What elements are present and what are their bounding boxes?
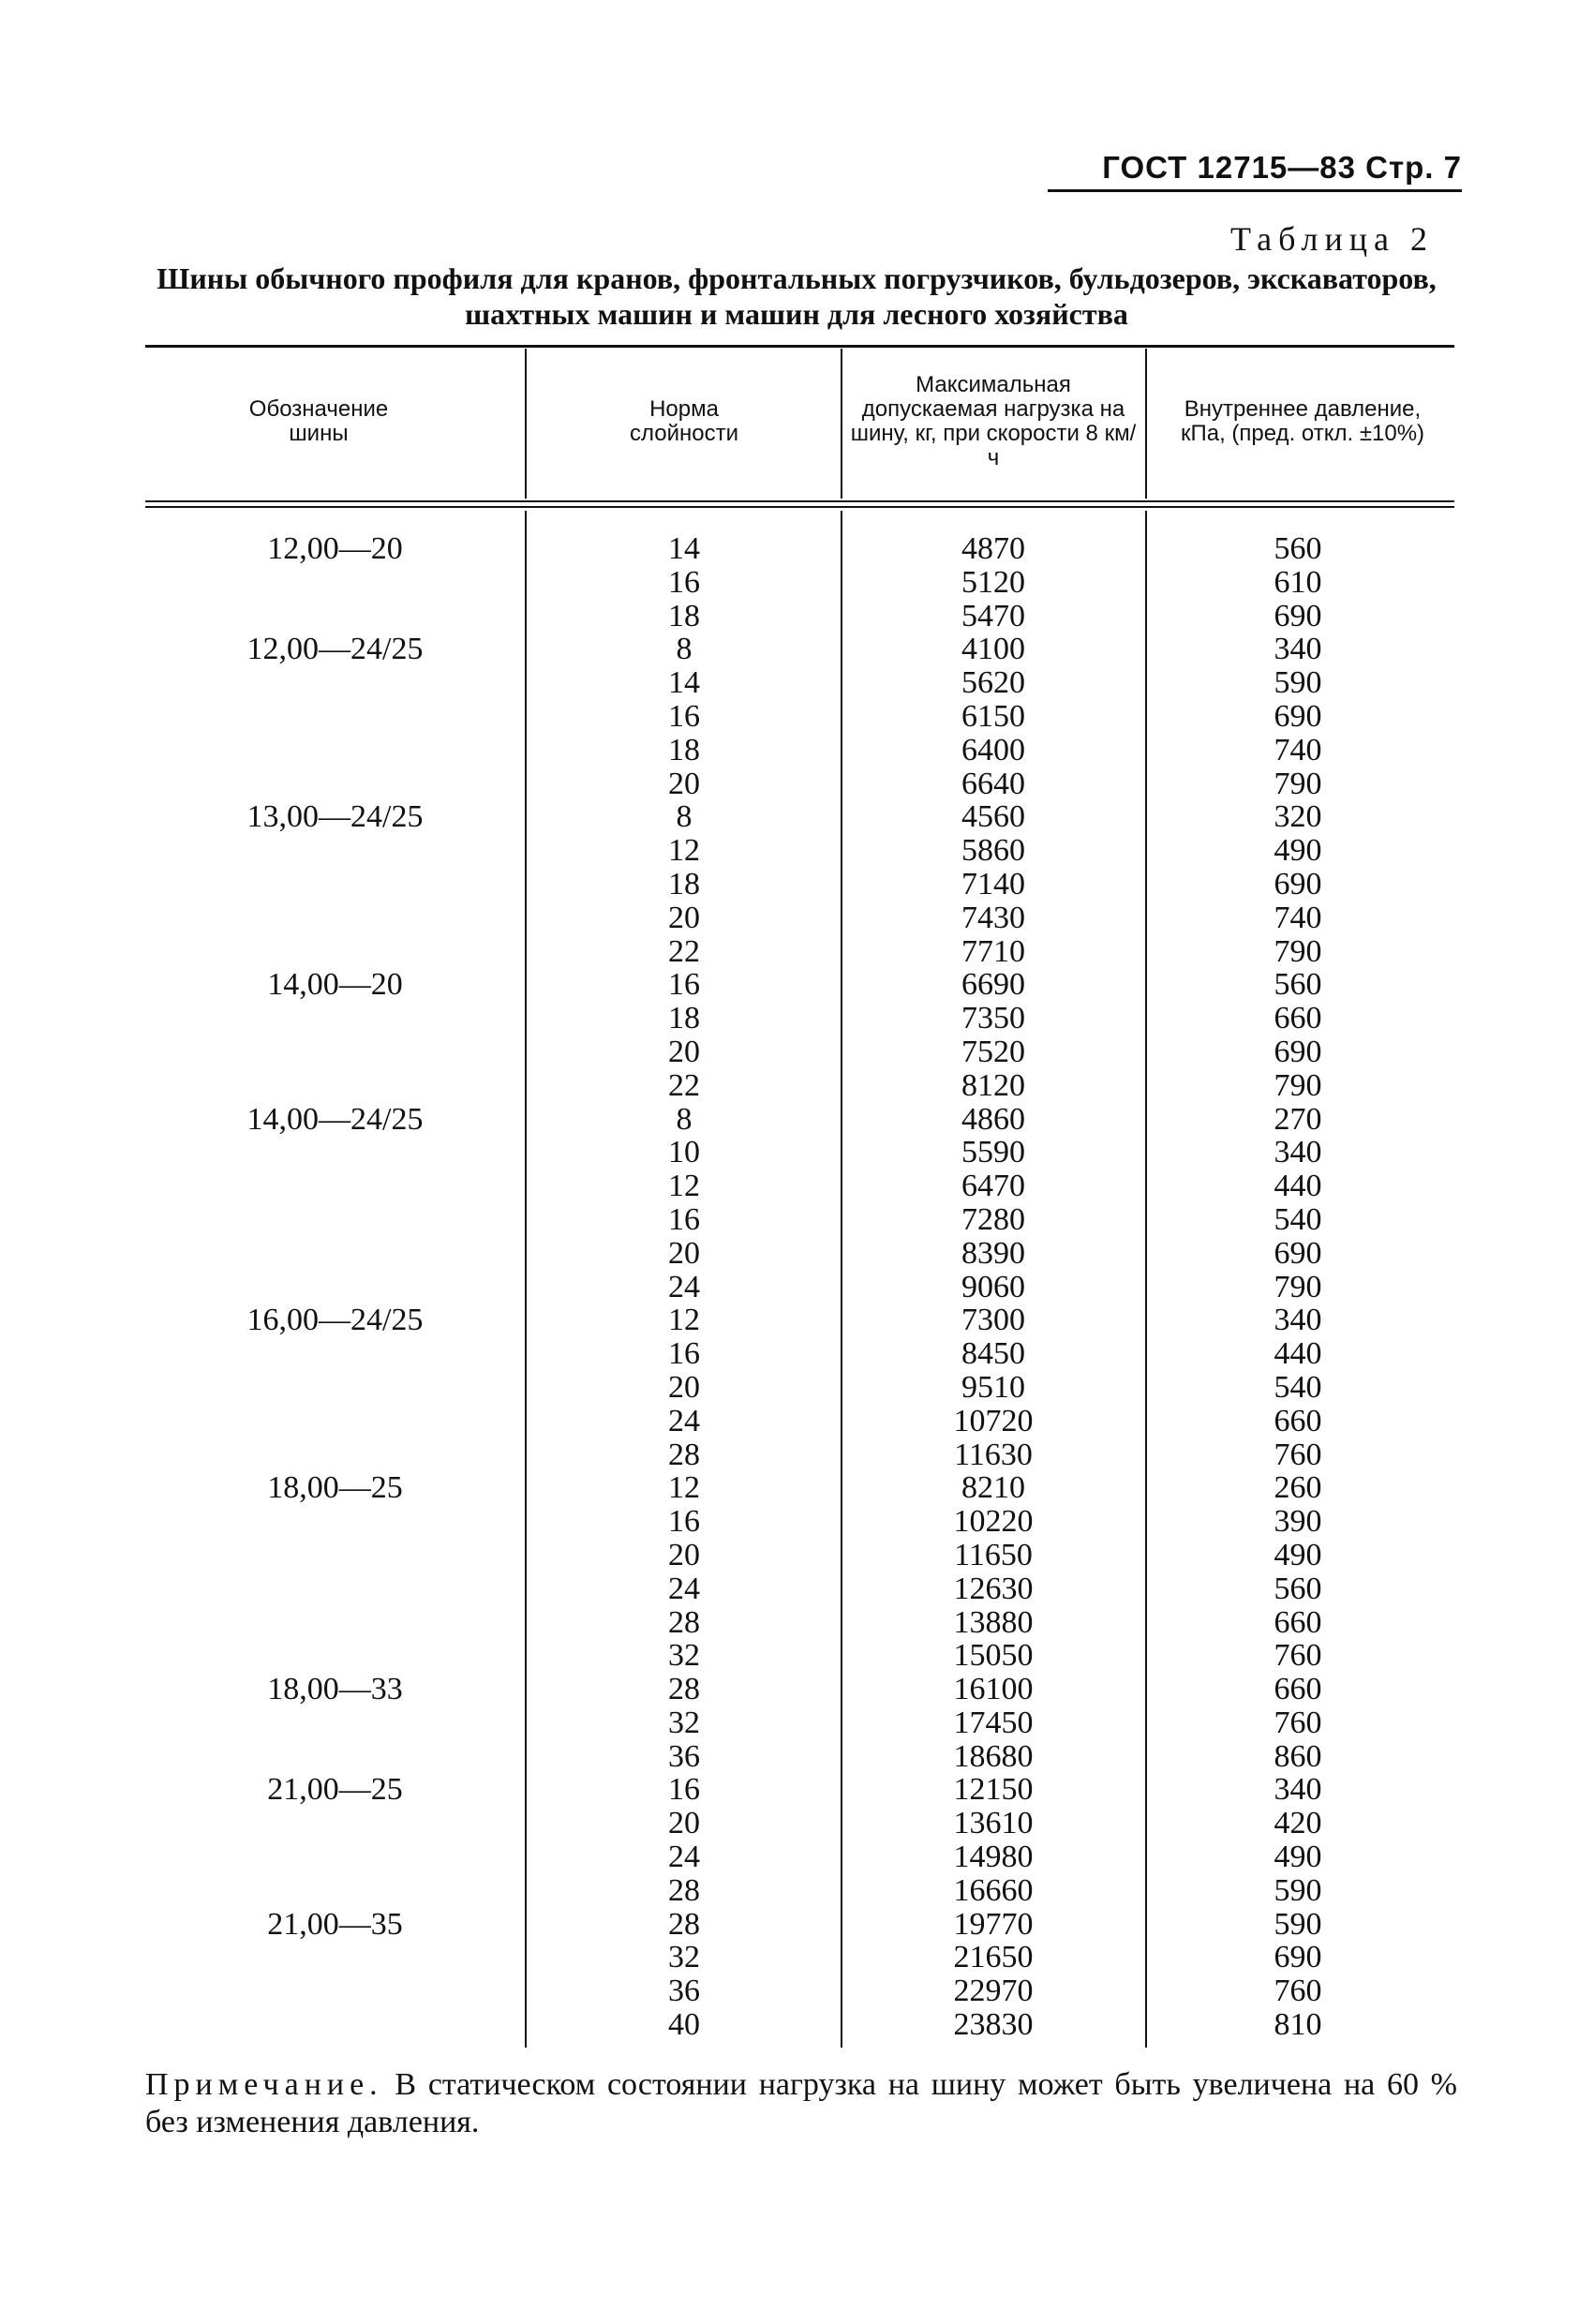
max-load-cell: 9060 bbox=[961, 1269, 1025, 1304]
pressure-cell: 790 bbox=[1274, 933, 1322, 969]
max-load-cell: 4860 bbox=[961, 1101, 1025, 1137]
ply-rating-cell: 16 bbox=[668, 1201, 700, 1237]
pressure-cell: 560 bbox=[1274, 967, 1322, 1003]
tire-size-cell: 16,00—24/25 bbox=[246, 1303, 424, 1338]
max-load-cell: 15050 bbox=[953, 1638, 1034, 1674]
max-load-cell: 12150 bbox=[953, 1772, 1034, 1808]
pressure-cell: 690 bbox=[1274, 866, 1322, 901]
note-label: Примечание. bbox=[145, 2067, 383, 2102]
table-row bbox=[145, 1874, 1454, 1908]
table-row bbox=[145, 1405, 1454, 1438]
ply-rating-cell: 28 bbox=[668, 1437, 700, 1472]
pressure-cell: 760 bbox=[1274, 1638, 1322, 1674]
table-row bbox=[145, 1371, 1454, 1405]
table-row bbox=[145, 901, 1454, 935]
max-load-cell: 7140 bbox=[961, 866, 1025, 901]
table-row bbox=[145, 600, 1454, 633]
pressure-cell: 790 bbox=[1274, 1067, 1322, 1103]
table-row bbox=[145, 532, 1454, 566]
pressure-cell: 590 bbox=[1274, 1906, 1322, 1942]
ply-rating-cell: 20 bbox=[668, 1034, 700, 1069]
pressure-cell: 790 bbox=[1274, 1269, 1322, 1304]
table-label: Таблица 2 bbox=[1230, 220, 1434, 258]
table-row bbox=[145, 1505, 1454, 1539]
pressure-cell: 340 bbox=[1274, 1772, 1322, 1808]
max-load-cell: 11650 bbox=[954, 1537, 1033, 1572]
header-bottom-rule-1 bbox=[145, 500, 1454, 502]
pressure-cell: 490 bbox=[1274, 1840, 1322, 1875]
column-header-pressure: Внутреннее давление, кПа, (пред. откл. ±10%) bbox=[1180, 396, 1425, 446]
table-row bbox=[145, 1337, 1454, 1371]
header-rule bbox=[1048, 189, 1462, 192]
table-row bbox=[145, 800, 1454, 834]
table-row bbox=[145, 1572, 1454, 1606]
tire-size-cell: 14,00—20 bbox=[267, 967, 403, 1003]
column-header-size: Обозначение шины bbox=[248, 396, 389, 446]
ply-rating-cell: 18 bbox=[668, 866, 700, 901]
table-row bbox=[145, 1069, 1454, 1103]
pressure-cell: 690 bbox=[1274, 698, 1322, 734]
note-text: В статическом состоянии нагрузка на шину может быть увеличена на 60 % без изменения давления. bbox=[145, 2067, 1458, 2139]
max-load-cell: 6150 bbox=[961, 698, 1025, 734]
max-load-cell: 4560 bbox=[961, 799, 1025, 835]
pressure-cell: 260 bbox=[1274, 1470, 1322, 1506]
ply-rating-cell: 20 bbox=[668, 766, 700, 801]
header-bottom-rule-2 bbox=[145, 506, 1454, 508]
table-row bbox=[145, 1035, 1454, 1069]
table-row bbox=[145, 1203, 1454, 1237]
ply-rating-cell: 20 bbox=[668, 1537, 700, 1572]
pressure-cell: 610 bbox=[1274, 564, 1322, 600]
ply-rating-cell: 18 bbox=[668, 732, 700, 767]
ply-rating-cell: 22 bbox=[668, 1067, 700, 1103]
max-load-cell: 23830 bbox=[953, 2007, 1034, 2043]
ply-rating-cell: 16 bbox=[668, 698, 700, 734]
max-load-cell: 6690 bbox=[961, 967, 1025, 1003]
max-load-cell: 6640 bbox=[961, 766, 1025, 801]
column-header-load: Максимальная допускаемая нагрузка на шину, кг, при скорости 8 км/ч bbox=[850, 372, 1137, 470]
table-title: Шины обычного профиля для кранов, фронтальных погрузчиков, бульдозеров, экскаваторов, шахтных машин и машин для лесного хозяйства bbox=[156, 261, 1437, 331]
max-load-cell: 10220 bbox=[953, 1504, 1034, 1540]
max-load-cell: 19770 bbox=[953, 1906, 1034, 1942]
pressure-cell: 590 bbox=[1274, 665, 1322, 701]
max-load-cell: 18680 bbox=[953, 1738, 1034, 1774]
ply-rating-cell: 16 bbox=[668, 1504, 700, 1540]
pressure-cell: 740 bbox=[1274, 732, 1322, 767]
ply-rating-cell: 32 bbox=[668, 1638, 700, 1674]
pressure-cell: 320 bbox=[1274, 799, 1322, 835]
table-row bbox=[145, 935, 1454, 969]
pressure-cell: 270 bbox=[1274, 1101, 1322, 1137]
pressure-cell: 790 bbox=[1274, 766, 1322, 801]
pressure-cell: 690 bbox=[1274, 598, 1322, 633]
column-divider-1 bbox=[525, 349, 527, 499]
max-load-cell: 6400 bbox=[961, 732, 1025, 767]
pressure-cell: 540 bbox=[1274, 1201, 1322, 1237]
table-top-rule bbox=[145, 345, 1454, 348]
ply-rating-cell: 20 bbox=[668, 900, 700, 935]
table-row bbox=[145, 1974, 1454, 2008]
ply-rating-cell: 14 bbox=[668, 665, 700, 701]
ply-rating-cell: 24 bbox=[668, 1269, 700, 1304]
table-row bbox=[145, 1639, 1454, 1673]
pressure-cell: 690 bbox=[1274, 1235, 1322, 1271]
max-load-cell: 8120 bbox=[961, 1067, 1025, 1103]
pressure-cell: 810 bbox=[1274, 2007, 1322, 2043]
table-row bbox=[145, 1673, 1454, 1706]
max-load-cell: 11630 bbox=[954, 1437, 1033, 1472]
ply-rating-cell: 32 bbox=[668, 1705, 700, 1740]
pressure-cell: 440 bbox=[1274, 1169, 1322, 1204]
pressure-cell: 340 bbox=[1274, 632, 1322, 667]
ply-rating-cell: 36 bbox=[668, 1974, 700, 2009]
ply-rating-cell: 36 bbox=[668, 1738, 700, 1774]
pressure-cell: 660 bbox=[1274, 1672, 1322, 1707]
table-row bbox=[145, 1304, 1454, 1337]
max-load-cell: 14980 bbox=[953, 1840, 1034, 1875]
table-row bbox=[145, 1237, 1454, 1271]
pressure-cell: 760 bbox=[1274, 1705, 1322, 1740]
ply-rating-cell: 8 bbox=[676, 799, 693, 835]
ply-rating-cell: 12 bbox=[668, 1303, 700, 1338]
tire-size-cell: 12,00—24/25 bbox=[246, 632, 424, 667]
tire-size-cell: 18,00—33 bbox=[267, 1672, 403, 1707]
table-row bbox=[145, 1136, 1454, 1169]
table-row bbox=[145, 767, 1454, 801]
ply-rating-cell: 22 bbox=[668, 933, 700, 969]
max-load-cell: 5470 bbox=[961, 598, 1025, 633]
max-load-cell: 5620 bbox=[961, 665, 1025, 701]
table-row bbox=[145, 666, 1454, 700]
ply-rating-cell: 10 bbox=[668, 1135, 700, 1170]
table-row bbox=[145, 1002, 1454, 1035]
max-load-cell: 8390 bbox=[961, 1235, 1025, 1271]
ply-rating-cell: 16 bbox=[668, 1336, 700, 1372]
tire-size-cell: 21,00—25 bbox=[267, 1772, 403, 1808]
pressure-cell: 560 bbox=[1274, 531, 1322, 566]
column-divider-3 bbox=[1145, 349, 1147, 499]
pressure-cell: 340 bbox=[1274, 1303, 1322, 1338]
max-load-cell: 7280 bbox=[961, 1201, 1025, 1237]
table-row bbox=[145, 1941, 1454, 1974]
max-load-cell: 8210 bbox=[961, 1470, 1025, 1506]
ply-rating-cell: 14 bbox=[668, 531, 700, 566]
column-header-ply: Норма слойности bbox=[629, 396, 739, 446]
ply-rating-cell: 28 bbox=[668, 1872, 700, 1908]
ply-rating-cell: 28 bbox=[668, 1906, 700, 1942]
table-row bbox=[145, 1169, 1454, 1203]
table-row bbox=[145, 1471, 1454, 1505]
page-header: ГОСТ 12715—83 Стр. 7 bbox=[1102, 150, 1462, 185]
pressure-cell: 490 bbox=[1274, 833, 1322, 869]
max-load-cell: 5860 bbox=[961, 833, 1025, 869]
ply-rating-cell: 12 bbox=[668, 833, 700, 869]
table-row bbox=[145, 1606, 1454, 1640]
ply-rating-cell: 24 bbox=[668, 1571, 700, 1606]
max-load-cell: 4100 bbox=[961, 632, 1025, 667]
ply-rating-cell: 32 bbox=[668, 1940, 700, 1975]
pressure-cell: 660 bbox=[1274, 1403, 1322, 1438]
table-row bbox=[145, 1740, 1454, 1774]
max-load-cell: 5120 bbox=[961, 564, 1025, 600]
pressure-cell: 860 bbox=[1274, 1738, 1322, 1774]
max-load-cell: 8450 bbox=[961, 1336, 1025, 1372]
pressure-cell: 440 bbox=[1274, 1336, 1322, 1372]
pressure-cell: 740 bbox=[1274, 900, 1322, 935]
max-load-cell: 7300 bbox=[961, 1303, 1025, 1338]
ply-rating-cell: 16 bbox=[668, 564, 700, 600]
ply-rating-cell: 16 bbox=[668, 967, 700, 1003]
table-row bbox=[145, 834, 1454, 868]
max-load-cell: 5590 bbox=[961, 1135, 1025, 1170]
ply-rating-cell: 28 bbox=[668, 1672, 700, 1707]
pressure-cell: 660 bbox=[1274, 1604, 1322, 1640]
pressure-cell: 390 bbox=[1274, 1504, 1322, 1540]
ply-rating-cell: 20 bbox=[668, 1806, 700, 1841]
pressure-cell: 690 bbox=[1274, 1034, 1322, 1069]
pressure-cell: 560 bbox=[1274, 1571, 1322, 1606]
max-load-cell: 9510 bbox=[961, 1369, 1025, 1405]
column-divider-2 bbox=[841, 349, 842, 499]
pressure-cell: 690 bbox=[1274, 1940, 1322, 1975]
pressure-cell: 340 bbox=[1274, 1135, 1322, 1170]
table-row bbox=[145, 1706, 1454, 1740]
max-load-cell: 21650 bbox=[953, 1940, 1034, 1975]
table-row bbox=[145, 868, 1454, 901]
table-row bbox=[145, 700, 1454, 734]
ply-rating-cell: 16 bbox=[668, 1772, 700, 1808]
table-row bbox=[145, 968, 1454, 1002]
tire-size-cell: 13,00—24/25 bbox=[246, 799, 424, 835]
table-row bbox=[145, 1840, 1454, 1874]
max-load-cell: 10720 bbox=[953, 1403, 1034, 1438]
max-load-cell: 17450 bbox=[953, 1705, 1034, 1740]
pressure-cell: 760 bbox=[1274, 1437, 1322, 1472]
pressure-cell: 540 bbox=[1274, 1369, 1322, 1405]
table-row bbox=[145, 633, 1454, 666]
table-row bbox=[145, 566, 1454, 600]
table-row bbox=[145, 1807, 1454, 1840]
table-row bbox=[145, 1908, 1454, 1942]
max-load-cell: 7350 bbox=[961, 1001, 1025, 1036]
ply-rating-cell: 20 bbox=[668, 1369, 700, 1405]
table-row bbox=[145, 1438, 1454, 1472]
ply-rating-cell: 12 bbox=[668, 1470, 700, 1506]
table-row bbox=[145, 1103, 1454, 1137]
max-load-cell: 7430 bbox=[961, 900, 1025, 935]
max-load-cell: 6470 bbox=[961, 1169, 1025, 1204]
ply-rating-cell: 24 bbox=[668, 1840, 700, 1875]
tire-size-cell: 12,00—20 bbox=[267, 531, 403, 566]
max-load-cell: 4870 bbox=[961, 531, 1025, 566]
ply-rating-cell: 28 bbox=[668, 1604, 700, 1640]
table-note bbox=[145, 2066, 1457, 2141]
pressure-cell: 660 bbox=[1274, 1001, 1322, 1036]
table-row bbox=[145, 2008, 1454, 2042]
max-load-cell: 7520 bbox=[961, 1034, 1025, 1069]
pressure-cell: 760 bbox=[1274, 1974, 1322, 2009]
table-row bbox=[145, 1271, 1454, 1304]
max-load-cell: 13610 bbox=[953, 1806, 1034, 1841]
max-load-cell: 16100 bbox=[953, 1672, 1034, 1707]
table-row bbox=[145, 734, 1454, 767]
max-load-cell: 7710 bbox=[961, 933, 1025, 969]
ply-rating-cell: 18 bbox=[668, 598, 700, 633]
max-load-cell: 16660 bbox=[953, 1872, 1034, 1908]
ply-rating-cell: 20 bbox=[668, 1235, 700, 1271]
tire-size-cell: 21,00—35 bbox=[267, 1906, 403, 1942]
pressure-cell: 490 bbox=[1274, 1537, 1322, 1572]
tire-size-cell: 14,00—24/25 bbox=[246, 1101, 424, 1137]
tire-size-cell: 18,00—25 bbox=[267, 1470, 403, 1506]
ply-rating-cell: 40 bbox=[668, 2007, 700, 2043]
ply-rating-cell: 12 bbox=[668, 1169, 700, 1204]
ply-rating-cell: 8 bbox=[676, 1101, 693, 1137]
table-row bbox=[145, 1773, 1454, 1807]
table-body bbox=[145, 532, 1454, 2042]
max-load-cell: 22970 bbox=[953, 1974, 1034, 2009]
table-row bbox=[145, 1539, 1454, 1572]
pressure-cell: 420 bbox=[1274, 1806, 1322, 1841]
ply-rating-cell: 8 bbox=[676, 632, 693, 667]
max-load-cell: 12630 bbox=[953, 1571, 1034, 1606]
max-load-cell: 13880 bbox=[953, 1604, 1034, 1640]
ply-rating-cell: 18 bbox=[668, 1001, 700, 1036]
pressure-cell: 590 bbox=[1274, 1872, 1322, 1908]
ply-rating-cell: 24 bbox=[668, 1403, 700, 1438]
